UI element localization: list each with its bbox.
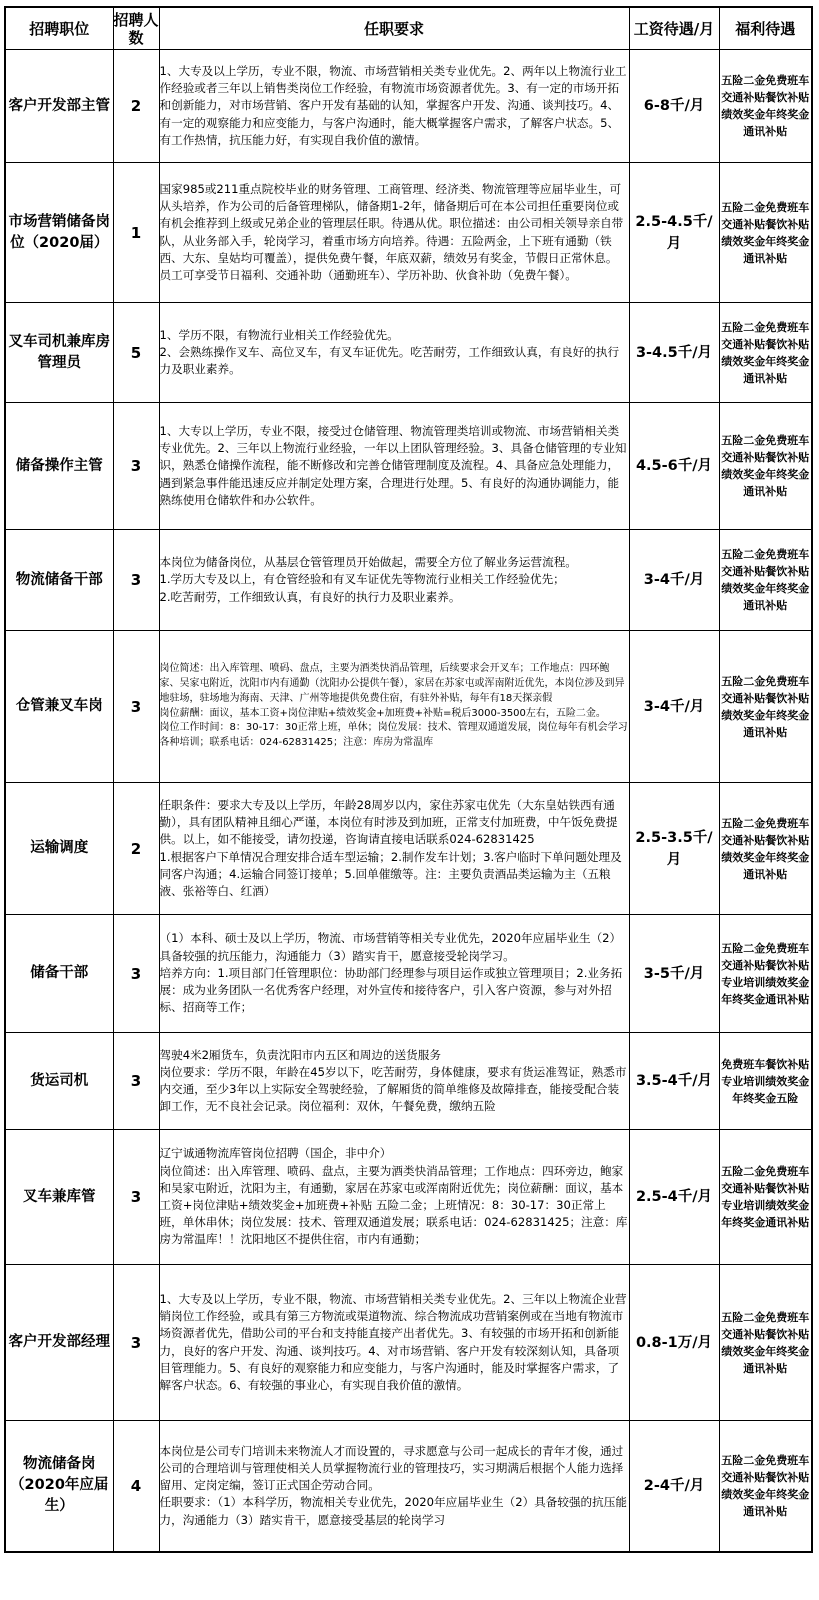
job-benefits: 五险二金免费班车交通补贴餐饮补贴绩效奖金年终奖金通讯补贴 [719,403,812,530]
job-position: 仓管兼叉车岗 [5,631,113,783]
job-benefits: 五险二金免费班车交通补贴餐饮补贴绩效奖金年终奖金通讯补贴 [719,50,812,163]
job-position: 储备操作主管 [5,403,113,530]
table-header-row [5,7,812,50]
table-row [5,50,812,163]
job-position: 储备干部 [5,915,113,1033]
job-salary: 2-4千/月 [629,1421,719,1552]
job-requirements: 1、大专及以上学历，专业不限，物流、市场营销相关类专业优先。2、三年以上物流企业营销岗位工作经验，或具有第三方物流或渠道物流、综合物流成功营销案例或在当地有物流市场资源者优先，借助公司的平台和支持能直接产出者优先。3、有较强的市场开拓和创新能力，良好的客户开发、沟通、谈判技巧。4、对市场营销、客户开发有较深刻认知，具备项目管理能力。5、有良好的观察能力和应变能力，与客户沟通时，能及时掌握客户需求，了解客户状态。6、有较强的事业心，有实现自我价值的激情。 [159,1265,629,1421]
job-benefits: 五险二金免费班车交通补贴餐饮补贴绩效奖金年终奖金通讯补贴 [719,1421,812,1552]
job-benefits: 五险二金免费班车交通补贴餐饮补贴绩效奖金年终奖金通讯补贴 [719,783,812,915]
job-position: 运输调度 [5,783,113,915]
table-row [5,1421,812,1552]
job-count: 3 [113,403,159,530]
job-count: 5 [113,303,159,403]
job-benefits: 五险二金免费班车交通补贴餐饮补贴绩效奖金年终奖金通讯补贴 [719,631,812,783]
job-salary: 4.5-6千/月 [629,403,719,530]
job-count: 3 [113,1130,159,1265]
job-requirements: 任职条件：要求大专及以上学历，年龄28周岁以内，家住苏家屯优先（大东皇姑铁西有通勤），具有团队精神且细心严谨，本岗位有时涉及到加班，正常支付加班费，中午饭免费提供。以上，如不能接受，请勿投递，咨询请直接电话联系024-62831425 1.根据客户下单情况合理安排合适车型运输；2.制作发车计划；3.客户临时下单问题处理及同客户沟通；4.运输合同签订接单；5.回单催缴等。注：主要负责酒品类运输为主（五粮液、张裕等白、红酒） [159,783,629,915]
table-row [5,1033,812,1130]
job-requirements: （1）本科、硕士及以上学历，物流、市场营销等相关专业优先，2020年应届毕业生（2）具备较强的抗压能力，沟通能力（3）踏实肯干，愿意接受轮岗学习。 培养方向：1.项目部门任管理职位：协助部门经理参与项目运作或独立管理项目；2.业务拓展：成为业务团队一名优秀客户经理，对外宣传和接待客户，引入客户资源，参与对外招标、招商等工作； [159,915,629,1033]
job-salary: 3-5千/月 [629,915,719,1033]
table-row [5,403,812,530]
job-requirements: 1、学历不限，有物流行业相关工作经验优先。 2、会熟练操作叉车、高位叉车，有叉车证优先。吃苦耐劳，工作细致认真，有良好的执行力及职业素养。 [159,303,629,403]
job-count: 2 [113,783,159,915]
job-salary: 2.5-4千/月 [629,1130,719,1265]
job-count: 4 [113,1421,159,1552]
job-position: 物流储备干部 [5,530,113,631]
job-benefits: 五险二金免费班车交通补贴餐饮补贴绩效奖金年终奖金通讯补贴 [719,303,812,403]
job-salary: 2.5-4.5千/月 [629,163,719,303]
job-requirements: 国家985或211重点院校毕业的财务管理、工商管理、经济类、物流管理等应届毕业生，可从头培养，作为公司的后备管理梯队，储备期1-2年，储备期后可在本公司担任重要岗位或有机会推荐到上级或兄弟企业的管理层任职。待遇从优。职位描述：由公司相关领导亲自带队，从业务部入手，轮岗学习，着重市场方向培养。待遇：五险两金，上下班有通勤（铁西、大东、皇姑均可覆盖），提供免费午餐，年底双薪，绩效另有奖金，节假日正常休息。员工可享受节日福利、交通补助（通勤班车）、学历补助、伙食补助（免费午餐）。 [159,163,629,303]
job-position: 叉车司机兼库房管理员 [5,303,113,403]
job-requirements: 辽宁诚通物流库管岗位招聘（国企，非中介） 岗位简述：出入库管理、喷码、盘点，主要为酒类快消品管理；工作地点：四环旁边，鲍家和吴家屯附近，沈阳为主，有通勤，家居在苏家屯或浑南附近优先；岗位薪酬：面议，基本工资+岗位津贴+绩效奖金+加班费+补贴 五险二金；上班情况：8：30-17：30正常上班，单休串休；岗位发展：技术、管理双通道发展；联系电话：024-62831425；注意：库房为常温库！！沈阳地区不提供住宿，市内有通勤； [159,1130,629,1265]
table-row [5,530,812,631]
job-table [4,6,813,1553]
job-requirements: 岗位简述：出入库管理、喷码、盘点，主要为酒类快消品管理，后续要求会开叉车；工作地点：四环鲍家、吴家屯附近，沈阳市内有通勤（沈阳办公提供午餐），家居在苏家屯或浑南附近优先，本岗位涉及到异地驻场，驻场地为海南、天津、广州等地提供免费住宿，有驻外补贴，每年有18天探亲假 岗位薪酬：面议，基本工资+岗位津贴+绩效奖金+加班费+补贴=税后3000-3500左右，五险二金。 岗位工作时间：8：30-17：30正常上班，单休；岗位发展：技术、管理双通道发展，岗位每年有机会学习各种培训；联系电话：024-62831425；注意：库房为常温库 [159,631,629,783]
header-salary: 工资待遇/月 [629,7,719,50]
header-count: 招聘人数 [113,7,159,50]
job-benefits: 五险二金免费班车交通补贴餐饮补贴绩效奖金年终奖金通讯补贴 [719,530,812,631]
job-position: 客户开发部经理 [5,1265,113,1421]
job-requirements: 本岗位是公司专门培训未来物流人才而设置的，寻求愿意与公司一起成长的青年才俊，通过公司的合理培训与管理使相关人员掌握物流行业的管理技巧，实习期满后根据个人能力选择留用、定岗定编，签订正式国企劳动合同。 任职要求：（1）本科学历，物流相关专业优先，2020年应届毕业生（2）具备较强的抗压能力，沟通能力（3）踏实肯干，愿意接受基层的轮岗学习 [159,1421,629,1552]
job-requirements: 驾驶4米2厢货车，负责沈阳市内五区和周边的送货服务 岗位要求：学历不限，年龄在45岁以下，吃苦耐劳，身体健康，要求有货运准驾证，熟悉市内交通，至少3年以上实际安全驾驶经验，了解厢货的简单维修及故障排查，能接受配合装卸工作，无不良社会记录。岗位福利：双休，午餐免费，缴纳五险 [159,1033,629,1130]
job-benefits: 五险二金免费班车交通补贴餐饮补贴绩效奖金年终奖金通讯补贴 [719,163,812,303]
job-salary: 2.5-3.5千/月 [629,783,719,915]
job-count: 3 [113,915,159,1033]
job-count: 3 [113,631,159,783]
job-salary: 6-8千/月 [629,50,719,163]
job-count: 1 [113,163,159,303]
table-row [5,783,812,915]
job-position: 客户开发部主管 [5,50,113,163]
job-count: 2 [113,50,159,163]
job-count: 3 [113,1265,159,1421]
job-salary: 3-4千/月 [629,631,719,783]
job-salary: 3.5-4千/月 [629,1033,719,1130]
job-count: 3 [113,530,159,631]
job-position: 物流储备岗（2020年应届生） [5,1421,113,1552]
table-row [5,1130,812,1265]
job-requirements: 本岗位为储备岗位，从基层仓管管理员开始做起，需要全方位了解业务运营流程。 1.学历大专及以上，有仓管经验和有叉车证优先等物流行业相关工作经验优先； 2.吃苦耐劳，工作细致认真，有良好的执行力及职业素养。 [159,530,629,631]
table-body [5,50,812,1552]
header-position: 招聘职位 [5,7,113,50]
job-benefits: 五险二金免费班车交通补贴餐饮补贴绩效奖金年终奖金通讯补贴 [719,1265,812,1421]
header-requirements: 任职要求 [159,7,629,50]
job-benefits: 五险二金免费班车交通补贴餐饮补贴专业培训绩效奖金年终奖金通讯补贴 [719,915,812,1033]
table-row [5,303,812,403]
job-position: 叉车兼库管 [5,1130,113,1265]
job-position: 货运司机 [5,1033,113,1130]
job-benefits: 五险二金免费班车交通补贴餐饮补贴专业培训绩效奖金年终奖金通讯补贴 [719,1130,812,1265]
job-salary: 3-4.5千/月 [629,303,719,403]
job-salary: 0.8-1万/月 [629,1265,719,1421]
table-row [5,915,812,1033]
job-benefits: 免费班车餐饮补贴专业培训绩效奖金年终奖金五险 [719,1033,812,1130]
job-requirements: 1、大专及以上学历，专业不限，物流、市场营销相关类专业优先。2、两年以上物流行业工作经验或者三年以上销售类岗位工作经验，有物流市场资源者优先。3、有一定的市场开拓和创新能力，对市场营销、客户开发有基础的认知，掌握客户开发、沟通、谈判技巧。4、有一定的观察能力和应变能力，与客户沟通时，能大概掌握客户需求，了解客户状态。5、有工作热情，抗压能力好，有实现自我价值的激情。 [159,50,629,163]
job-requirements: 1、大专以上学历，专业不限，接受过仓储管理、物流管理类培训或物流、市场营销相关类专业优先。2、三年以上物流行业经验，一年以上团队管理经验。3、具备仓储管理的专业知识，熟悉仓储操作流程，能不断修改和完善仓储管理制度及流程。4、具备应急处理能力，遇到紧急事件能迅速反应并制定处理方案，合理进行处理。5、有良好的沟通协调能力，能熟练使用仓储软件和办公软件。 [159,403,629,530]
table-row [5,1265,812,1421]
job-position: 市场营销储备岗位（2020届） [5,163,113,303]
job-salary: 3-4千/月 [629,530,719,631]
table-row [5,631,812,783]
table-row [5,163,812,303]
header-benefits: 福利待遇 [719,7,812,50]
job-count: 3 [113,1033,159,1130]
